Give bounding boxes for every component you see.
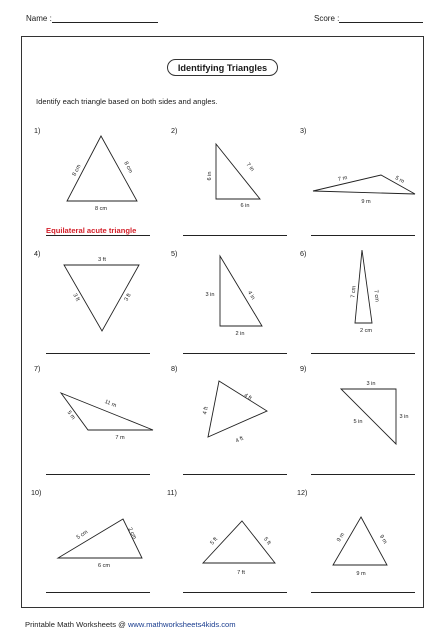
side-label: 4 ft	[242, 392, 253, 402]
side-label: 3 in	[399, 414, 409, 420]
side-label: 9 m	[356, 571, 366, 577]
triangle-9	[341, 389, 396, 444]
problem-number: 12)	[297, 488, 308, 497]
side-label: 4 ft	[234, 435, 245, 445]
triangle-5	[220, 256, 262, 326]
side-label: 7 cm	[350, 285, 358, 299]
footer-site-link[interactable]: www.mathworksheets4kids.com	[127, 620, 236, 629]
side-label: 6 cm	[97, 563, 111, 569]
name-label: Name :	[26, 14, 52, 23]
side-label: 4 ft	[202, 406, 210, 416]
side-label: 6 in	[240, 203, 250, 209]
side-label: 5 m	[393, 175, 406, 186]
side-label: 5 ft	[209, 536, 220, 547]
problem-number: 9)	[300, 364, 307, 373]
side-label: 2 cm	[359, 328, 373, 334]
footer-prefix: Printable Math Worksheets @	[25, 620, 128, 629]
instructions: Identify each triangle based on both sides and angles.	[36, 97, 218, 106]
problem-number: 2)	[171, 126, 178, 135]
side-label: 5 ft	[262, 536, 272, 547]
side-label: 5 in	[353, 419, 363, 425]
side-label: 7 cm	[372, 289, 380, 303]
side-label: 11 m	[103, 399, 118, 410]
side-label: 7 ft	[237, 570, 245, 576]
problem-number: 8)	[171, 364, 178, 373]
side-label: 3 in	[205, 292, 215, 298]
side-label: 3 ft	[71, 292, 81, 303]
side-label: 3 ft	[123, 292, 133, 303]
problem-number: 11)	[167, 488, 177, 497]
side-label: 2 cm	[126, 526, 138, 541]
side-label: 9 m	[377, 533, 388, 546]
side-label: 8 cm	[122, 160, 134, 175]
problem-number: 7)	[34, 364, 41, 373]
problem-number: 10)	[31, 488, 42, 497]
side-label: 7 in	[244, 161, 255, 173]
triangle-10	[58, 519, 142, 558]
side-label: 7 m	[115, 435, 125, 441]
triangle-8	[208, 381, 267, 437]
problem-number: 1)	[34, 126, 41, 135]
side-label: 5 cm	[75, 529, 90, 541]
example-answer: Equilateral acute triangle	[46, 226, 137, 235]
worksheet-title: Identifying Triangles	[167, 59, 278, 76]
side-label: 4 in	[246, 290, 256, 301]
side-label: 3 ft	[98, 257, 106, 263]
side-label: 6 in	[207, 171, 213, 181]
problem-number: 3)	[300, 126, 307, 135]
problem-number: 5)	[171, 249, 178, 258]
triangle-2	[216, 144, 260, 199]
side-label: 8 cm	[94, 206, 108, 212]
side-label: 9 m	[336, 531, 347, 544]
side-label: 2 in	[235, 331, 245, 337]
side-label: 8 cm	[71, 163, 83, 178]
side-label: 5 m	[65, 409, 76, 421]
score-label: Score :	[314, 14, 340, 23]
problem-number: 6)	[300, 249, 307, 258]
side-label: 9 m	[361, 199, 371, 205]
footer	[25, 620, 236, 629]
problem-number: 4)	[34, 249, 41, 258]
side-label: 7 m	[337, 175, 348, 183]
side-label: 3 in	[366, 381, 376, 387]
